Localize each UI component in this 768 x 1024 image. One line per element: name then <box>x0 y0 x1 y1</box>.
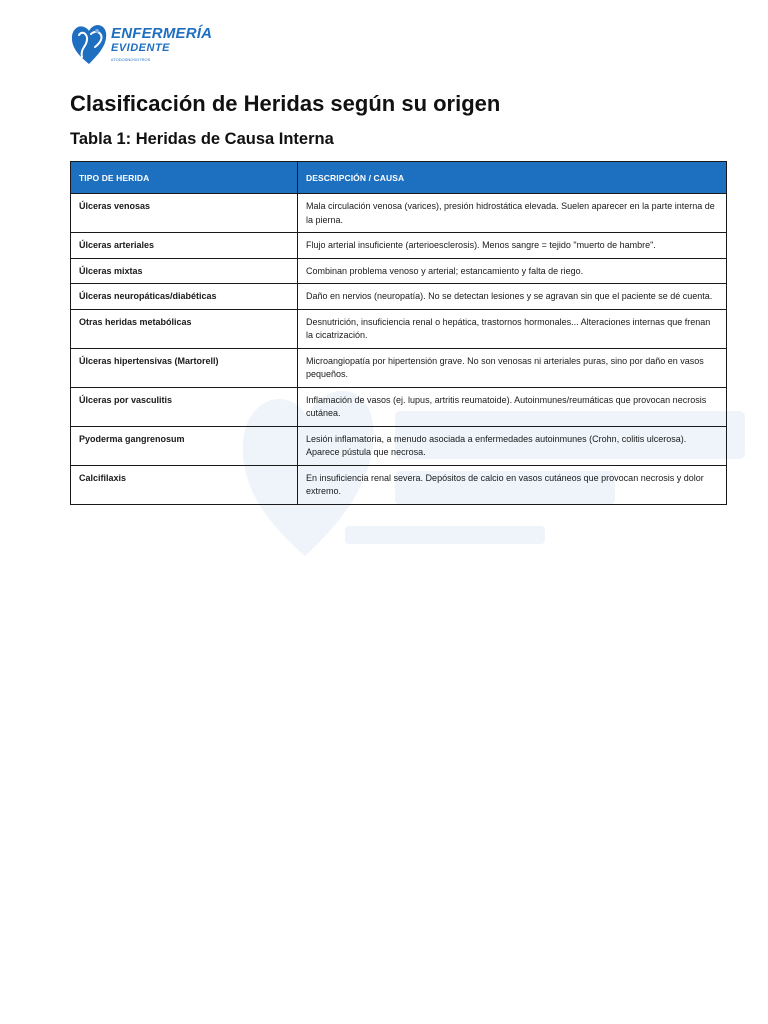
table-header-row <box>71 162 727 194</box>
wound-description-cell: Microangiopatía por hipertensión grave. No son venosas ni arteriales puras, sino por daño en vasos pequeños. <box>298 348 727 387</box>
brand-subname: EVIDENTE <box>111 42 171 54</box>
wounds-table <box>70 161 727 505</box>
document-title: Clasificación de Heridas según su origen <box>70 91 501 116</box>
table-row <box>71 309 727 348</box>
wound-description-cell: Inflamación de vasos (ej. lupus, artritis reumatoide). Autoinmunes/reumáticas que provocan necrosis cutánea. <box>298 387 727 426</box>
column-header-type: TIPO DE HERIDA <box>71 162 298 194</box>
wound-type-cell: Úlceras neuropáticas/diabéticas <box>71 284 298 310</box>
wound-type-cell: Úlceras mixtas <box>71 258 298 284</box>
wound-type-cell: Pyoderma gangrenosum <box>71 426 298 465</box>
brand-name: ENFERMERÍA <box>111 25 213 42</box>
brand-tagline: #TODOSNOSOTROS <box>111 57 151 62</box>
table-row <box>71 348 727 387</box>
wound-type-cell: Úlceras venosas <box>71 194 298 233</box>
column-header-description: DESCRIPCIÓN / CAUSA <box>298 162 727 194</box>
wound-description-cell: Daño en nervios (neuropatía). No se detectan lesiones y se agravan sin que el paciente se dé cuenta. <box>298 284 727 310</box>
table-row <box>71 465 727 504</box>
wound-description-cell: Combinan problema venoso y arterial; estancamiento y falta de riego. <box>298 258 727 284</box>
table-caption: Tabla 1: Heridas de Causa Interna <box>70 130 334 148</box>
wound-description-cell: Mala circulación venosa (varices), presión hidrostática elevada. Suelen aparecer en la parte interna de la pierna. <box>298 194 727 233</box>
wound-description-cell: Desnutrición, insuficiencia renal o hepática, trastornos hormonales... Alteraciones internas que frenan la cicatrización. <box>298 309 727 348</box>
wound-type-cell: Calcifilaxis <box>71 465 298 504</box>
table-row <box>71 387 727 426</box>
wound-description-cell: Lesión inflamatoria, a menudo asociada a enfermedades autoinmunes (Crohn, colitis ulcerosa). Aparece pústula que necrosa. <box>298 426 727 465</box>
table-row <box>71 233 727 259</box>
table-container <box>70 161 726 505</box>
wound-type-cell: Úlceras arteriales <box>71 233 298 259</box>
wound-type-cell: Úlceras hipertensivas (Martorell) <box>71 348 298 387</box>
heart-hand-logo-icon <box>70 22 108 66</box>
brand-logo <box>70 18 213 68</box>
wound-description-cell: Flujo arterial insuficiente (arterioesclerosis). Menos sangre = tejido "muerto de hambre". <box>298 233 727 259</box>
wound-type-cell: Otras heridas metabólicas <box>71 309 298 348</box>
wound-type-cell: Úlceras por vasculitis <box>71 387 298 426</box>
table-row <box>71 426 727 465</box>
table-row <box>71 194 727 233</box>
wound-description-cell: En insuficiencia renal severa. Depósitos de calcio en vasos cutáneos que provocan necrosis y dolor extremo. <box>298 465 727 504</box>
table-row <box>71 258 727 284</box>
table-row <box>71 284 727 310</box>
